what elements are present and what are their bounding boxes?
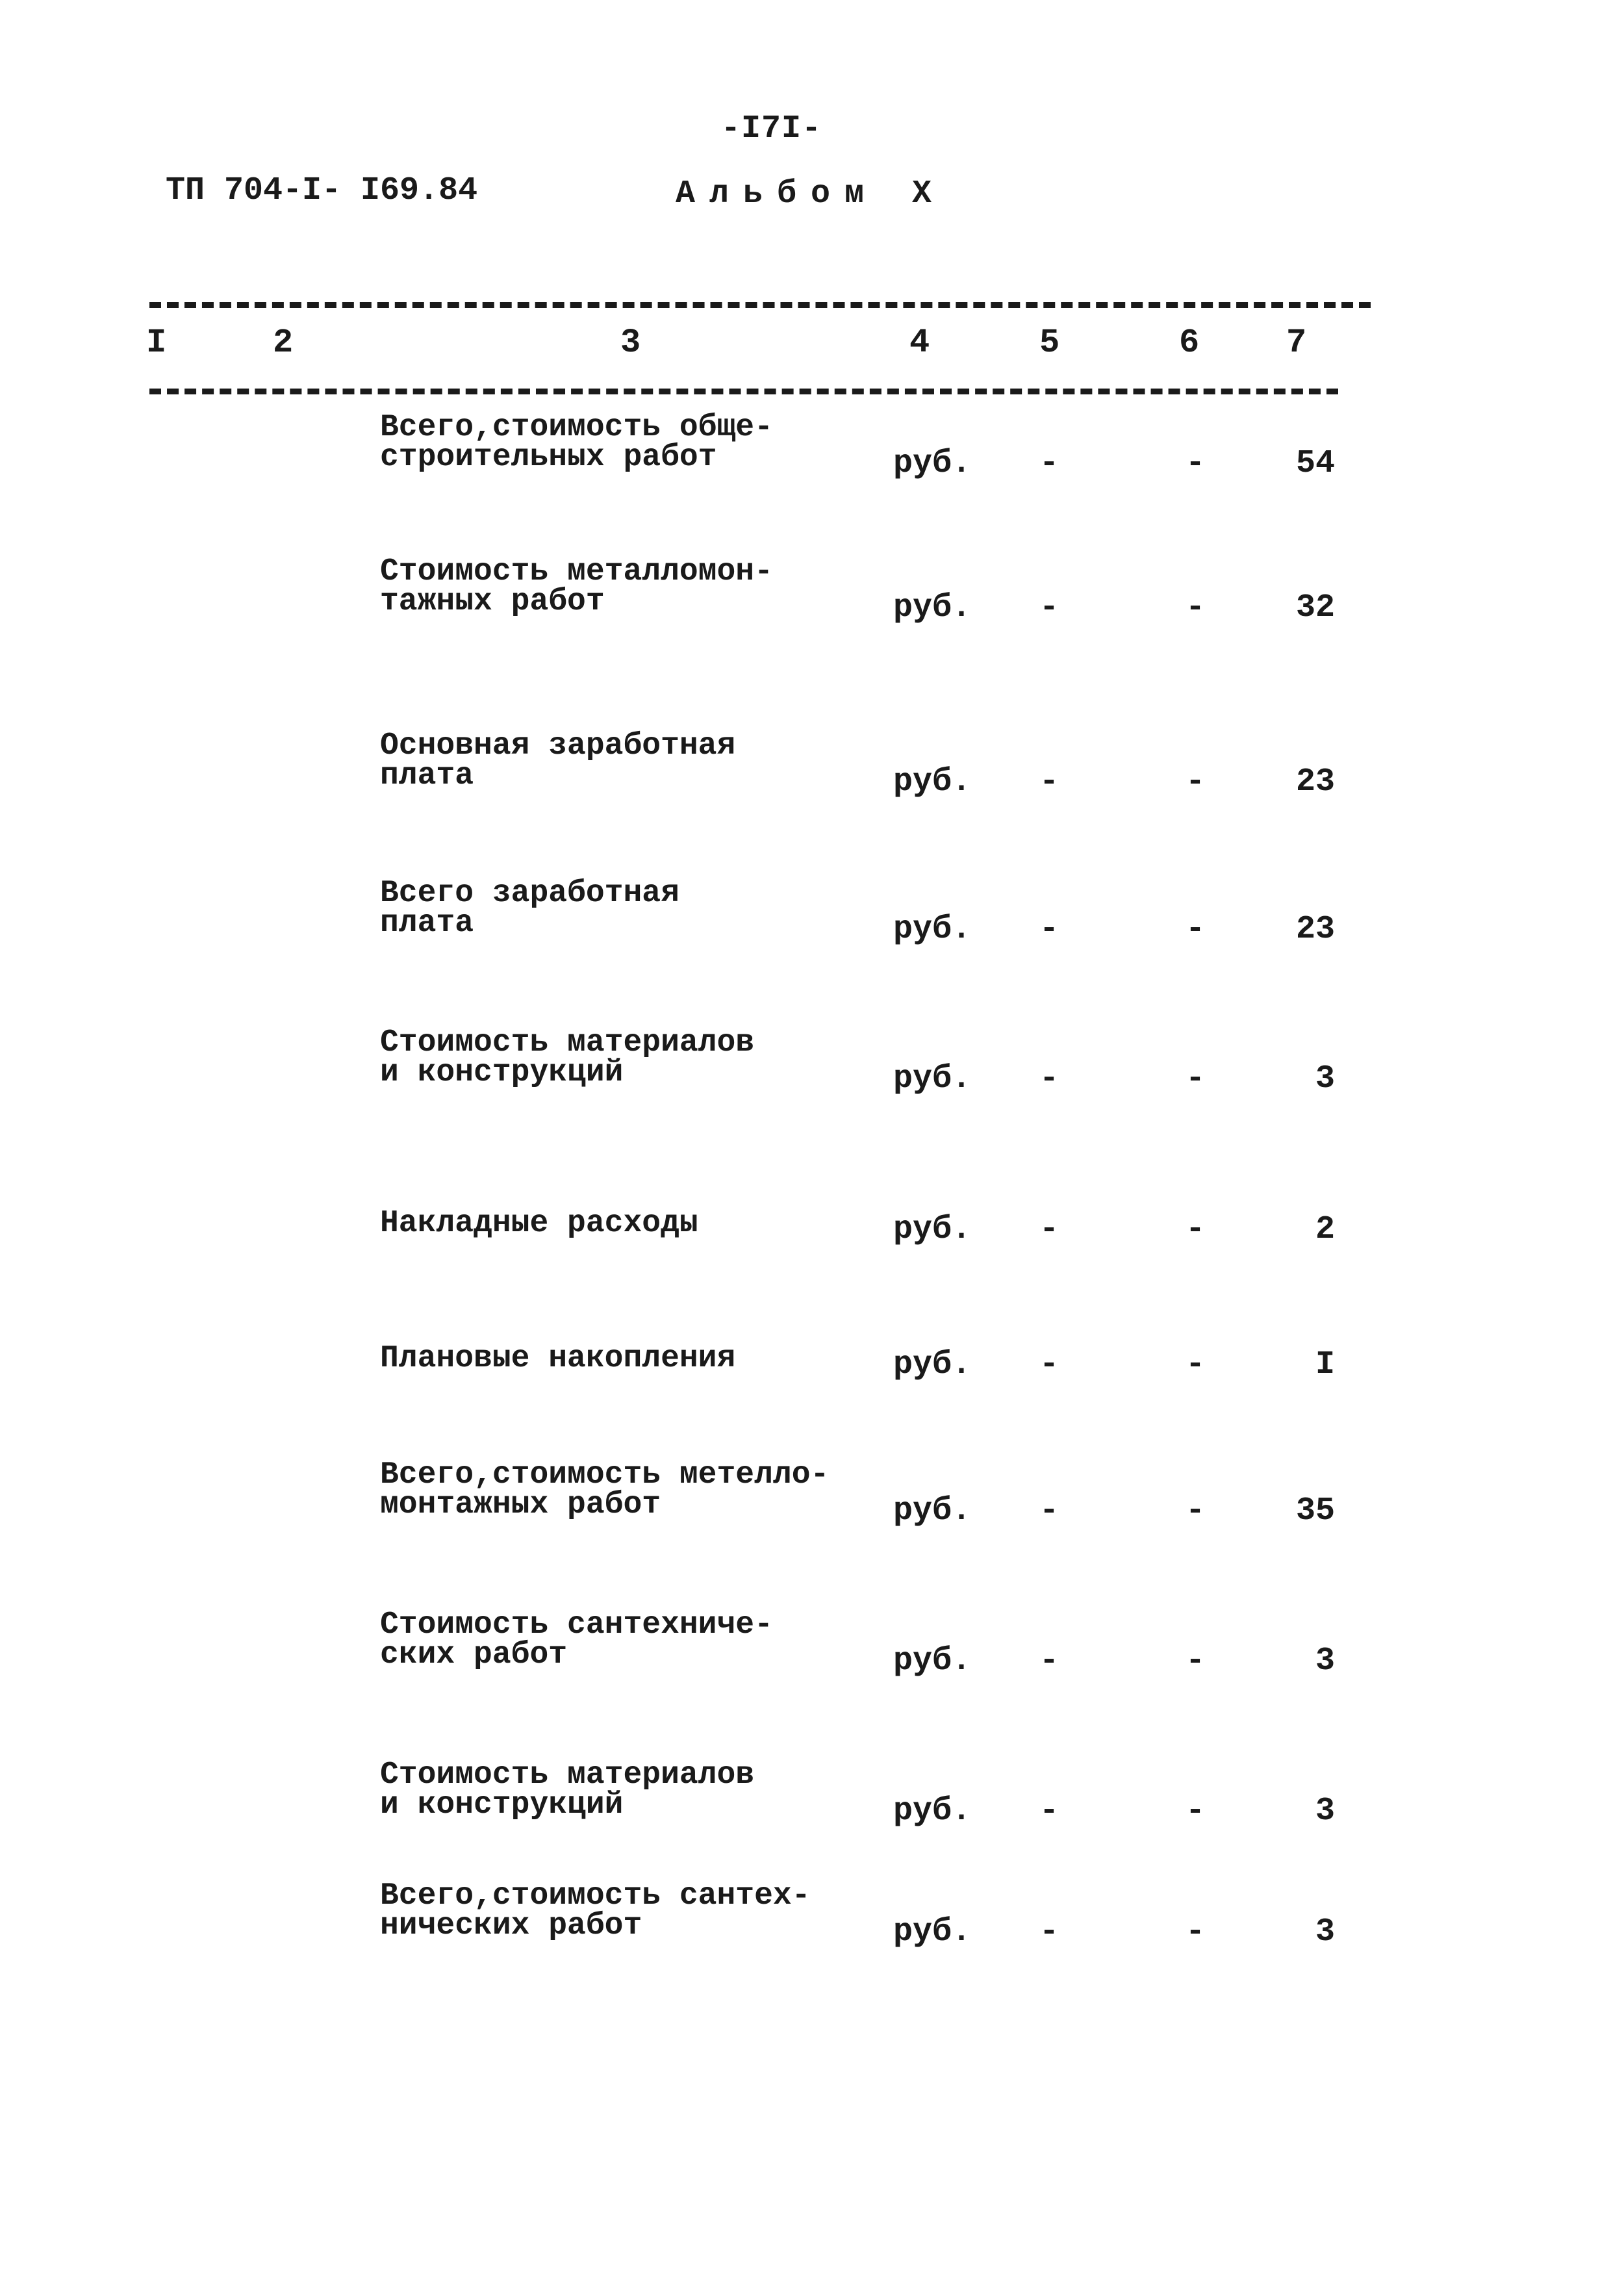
row-col5: - [1039,1643,1059,1680]
row-value: 3 [1315,1913,1335,1950]
row-value: 35 [1295,1492,1335,1529]
document-code: ТП 704-I- I69.84 [166,172,478,209]
table-row [0,1457,1624,1529]
row-unit: руб. [893,763,972,800]
row-col6: - [1186,911,1206,948]
row-unit: руб. [893,1211,972,1248]
row-value: 23 [1295,911,1335,948]
row-description: Всего,стоимость обще- строительных работ [380,410,773,475]
row-col5: - [1039,1793,1059,1830]
row-unit: руб. [893,445,972,482]
row-col5: - [1039,911,1059,948]
column-header-7: 7 [1286,324,1307,362]
row-col6: - [1186,1643,1206,1680]
row-unit: руб. [893,1346,972,1383]
row-description: Плановые накопления [380,1341,736,1376]
row-col6: - [1186,1346,1206,1383]
row-col5: - [1039,1492,1059,1529]
row-col5: - [1039,1346,1059,1383]
row-unit: руб. [893,1060,972,1097]
row-value: 23 [1295,763,1335,800]
column-header-1: I [146,324,167,362]
row-col5: - [1039,763,1059,800]
row-unit: руб. [893,1643,972,1680]
row-unit: руб. [893,589,972,626]
table-header-rule [149,389,1338,394]
row-description: Накладные расходы [380,1206,698,1241]
row-description: Всего,стоимость метелло- монтажных работ [380,1457,830,1522]
row-col6: - [1186,1492,1206,1529]
column-header-2: 2 [273,324,294,362]
row-unit: руб. [893,1492,972,1529]
row-col6: - [1186,1913,1206,1950]
row-value: 2 [1315,1211,1335,1248]
row-description: Стоимость материалов и конструкций [380,1758,755,1822]
row-unit: руб. [893,1913,972,1950]
row-col5: - [1039,1913,1059,1950]
column-header-6: 6 [1179,324,1200,362]
row-description: Всего заработная плата [380,876,679,941]
column-header-5: 5 [1039,324,1060,362]
row-value: I [1315,1346,1335,1383]
row-unit: руб. [893,911,972,948]
row-description: Стоимость сантехниче- ских работ [380,1607,773,1672]
row-col6: - [1186,763,1206,800]
row-col6: - [1186,1793,1206,1830]
row-col6: - [1186,445,1206,482]
row-unit: руб. [893,1793,972,1830]
row-col6: - [1186,589,1206,626]
table-row [0,728,1624,800]
table-row [0,1607,1624,1680]
album-label: Альбом X [676,175,946,212]
column-header-4: 4 [909,324,930,362]
table-row [0,1206,1624,1248]
table-row [0,1878,1624,1950]
row-value: 54 [1295,445,1335,482]
row-description: Стоимость металломон- тажных работ [380,554,773,619]
table-top-rule [149,302,1371,308]
row-col6: - [1186,1211,1206,1248]
column-header-3: 3 [620,324,641,362]
table-row [0,1025,1624,1097]
row-value: 32 [1295,589,1335,626]
row-description: Всего,стоимость сантех- нических работ [380,1878,811,1943]
row-value: 3 [1315,1643,1335,1680]
table-row [0,876,1624,948]
row-col5: - [1039,1211,1059,1248]
row-value: 3 [1315,1060,1335,1097]
table-row [0,1758,1624,1830]
row-value: 3 [1315,1793,1335,1830]
row-description: Основная заработная плата [380,728,736,793]
row-col5: - [1039,1060,1059,1097]
row-col5: - [1039,589,1059,626]
row-col5: - [1039,445,1059,482]
row-description: Стоимость материалов и конструкций [380,1025,755,1090]
row-col6: - [1186,1060,1206,1097]
page-number: -I7I- [721,110,822,147]
